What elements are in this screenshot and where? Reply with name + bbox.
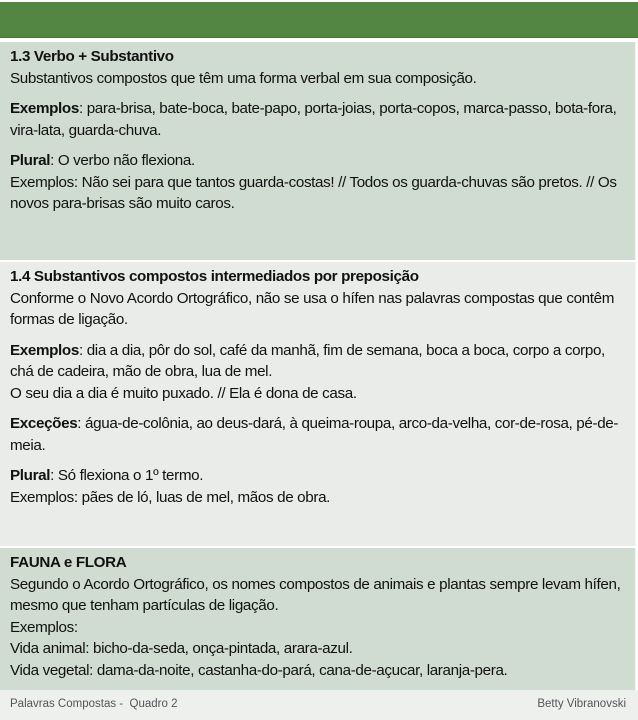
section-verbo-substantivo bbox=[0, 42, 636, 260]
animal-examples: Vida animal: bicho-da-seda, onça-pintada, arara-azul. bbox=[10, 640, 353, 657]
section-title: 1.3 Verbo + Substantivo bbox=[10, 48, 174, 65]
section-intro: Substantivos compostos que têm uma forma verbal em sua composição. bbox=[10, 69, 477, 87]
section-intro: Conforme o Novo Acordo Ortográfico, não se usa o hífen nas palavras compostas que contêm formas de ligação. bbox=[10, 289, 615, 328]
plural-examples: Exemplos: Não sei para que tantos guarda-costas! // Todos os guarda-chuvas são pretos. // Os novos para-brisas são muito caros. bbox=[10, 173, 617, 212]
section-title: 1.4 Substantivos compostos intermediados por preposição bbox=[10, 268, 419, 285]
section-preposicao bbox=[0, 262, 636, 546]
section-fauna-flora bbox=[0, 548, 636, 690]
examples-paragraph bbox=[10, 340, 625, 383]
plural-text: : Só flexiona o 1º termo. bbox=[50, 467, 204, 484]
exceptions-text: : água-de-colônia, ao deus-dará, à queima-roupa, arco-da-velha, cor-de-rosa, pé-de-meia. bbox=[10, 415, 619, 454]
examples-heading: Exemplos: bbox=[10, 618, 78, 636]
footer bbox=[0, 690, 638, 720]
vegetal-examples: Vida vegetal: dama-da-noite, castanha-do-pará, cana-de-açucar, laranja-pera. bbox=[10, 661, 508, 679]
footer-author: Betty Vibranovski bbox=[537, 698, 626, 710]
examples-paragraph bbox=[10, 98, 625, 141]
plural-label: Plural bbox=[10, 467, 51, 484]
examples-text: : dia a dia, pôr do sol, café da manhã, fim de semana, boca a boca, corpo a corpo, chá de cadeira, mão de obra, lua de mel. bbox=[10, 341, 605, 380]
examples-label: Exemplos bbox=[10, 100, 79, 117]
section-title: FAUNA e FLORA bbox=[10, 554, 127, 571]
exceptions-paragraph bbox=[10, 413, 625, 456]
section-intro: Segundo o Acordo Ortográfico, os nomes compostos de animais e plantas sempre levam hífen, mesmo que tenham partículas de ligação. bbox=[10, 575, 621, 614]
examples-label: Exemplos bbox=[10, 341, 79, 359]
examples-text: : para-brisa, bate-boca, bate-papo, porta-joias, porta-copos, marca-passo, bota-fora, vira-lata, guarda-chuva. bbox=[10, 100, 617, 139]
plural-paragraph bbox=[10, 150, 625, 172]
header-bar bbox=[0, 2, 638, 38]
exceptions-label: Exceções bbox=[10, 415, 78, 432]
plural-paragraph bbox=[10, 465, 625, 487]
plural-text: : O verbo não flexiona. bbox=[50, 152, 195, 169]
plural-examples: Exemplos: pães de ló, luas de mel, mãos de obra. bbox=[10, 488, 331, 506]
plural-label: Plural bbox=[10, 152, 51, 169]
footer-slide-title: Palavras Compostas - Quadro 2 bbox=[10, 698, 178, 710]
examples-sentence: O seu dia a dia é muito puxado. // Ela é dona de casa. bbox=[10, 384, 357, 402]
